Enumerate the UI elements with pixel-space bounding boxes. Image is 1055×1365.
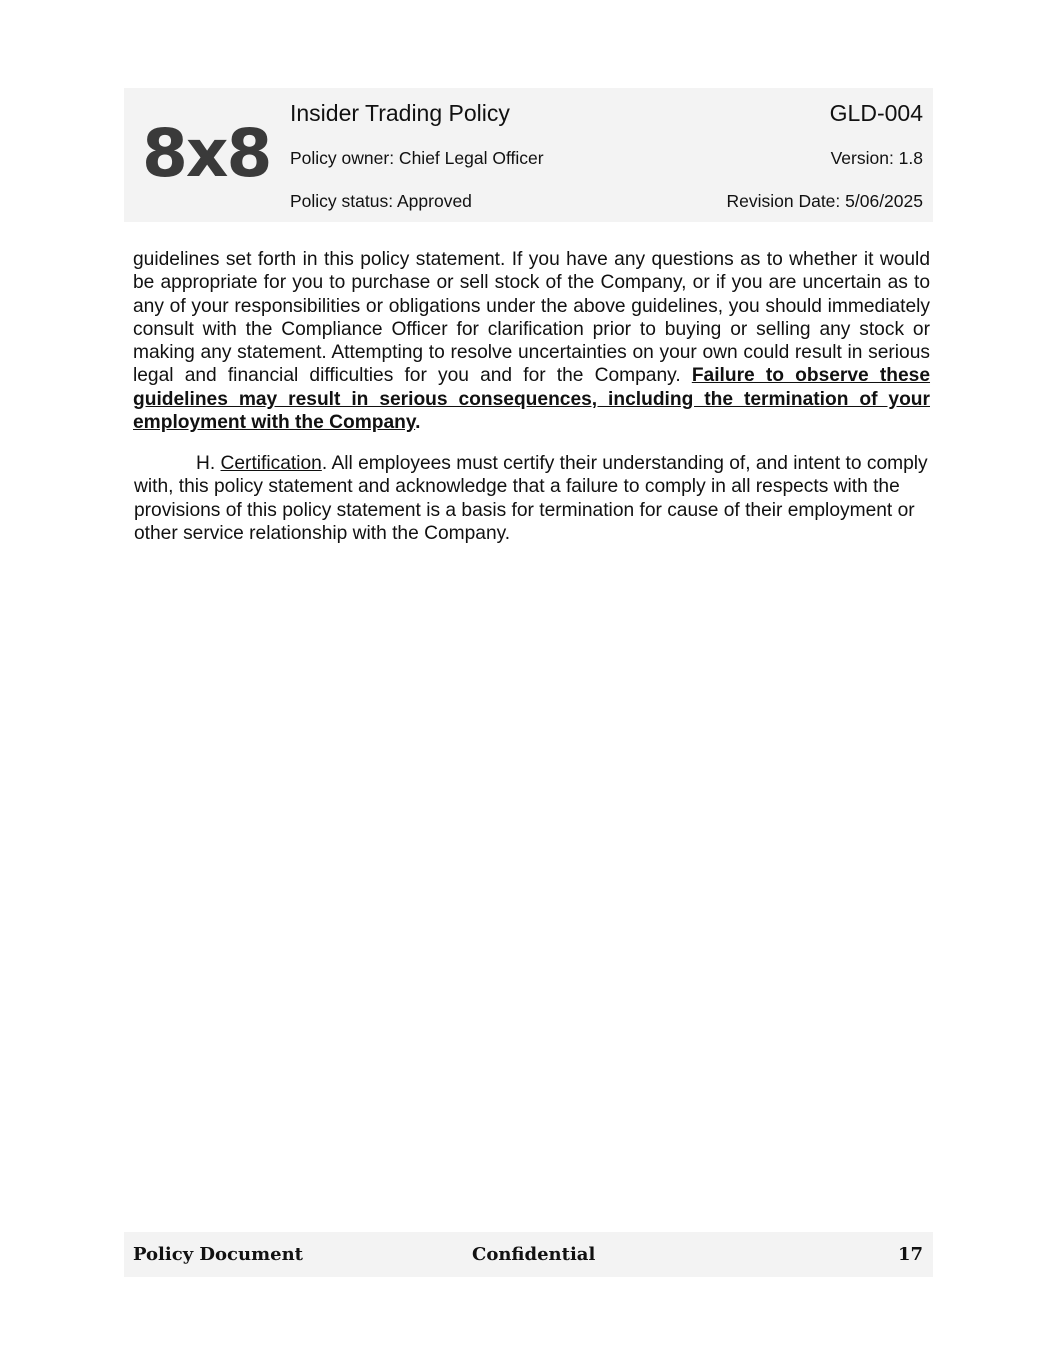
- company-logo: 8x8: [142, 115, 271, 192]
- revision-date: Revision Date: 5/06/2025: [726, 191, 923, 211]
- warning-period: .: [415, 412, 421, 434]
- footer-confidential-label: Confidential: [472, 1244, 596, 1265]
- document-footer: [124, 1232, 933, 1277]
- policy-title: Insider Trading Policy: [290, 100, 510, 126]
- policy-status: Policy status: Approved: [290, 191, 472, 211]
- certification-heading: Certification: [220, 453, 322, 474]
- certification-text: . All employees must certify their understanding of, and intent to comply with, this policy statement and acknowledge that a failure to comply in all respects with the provisions of this policy statement is a basis for termination for cause of their employment or other service relationship with the Company.: [134, 453, 928, 544]
- certification-paragraph: [134, 452, 930, 545]
- document-header: [124, 88, 933, 222]
- policy-owner: Policy owner: Chief Legal Officer: [290, 148, 544, 168]
- guidelines-paragraph: [133, 248, 930, 434]
- page-number: 17: [897, 1244, 923, 1265]
- certification-prefix: H.: [196, 453, 221, 474]
- warning-emphasis: Failure to observe these guidelines may result in serious consequences, including the termination of your employment with the Company: [133, 365, 931, 434]
- policy-code: GLD-004: [829, 100, 923, 126]
- footer-document-label: Policy Document: [133, 1244, 303, 1265]
- guidelines-text: guidelines set forth in this policy statement. If you have any questions as to whether it would be appropriate for you to purchase or sell stock of the Company, or if you are uncertain as to any of your responsibilities or obligations under the above guidelines, you should immediately consult with the Compliance Officer for clarification prior to buying or selling any stock or making any statement. Attempting to resolve uncertainties on your own could result in serious legal and financial difficulties for you and for the Company.: [133, 249, 930, 387]
- policy-version: Version: 1.8: [830, 148, 923, 168]
